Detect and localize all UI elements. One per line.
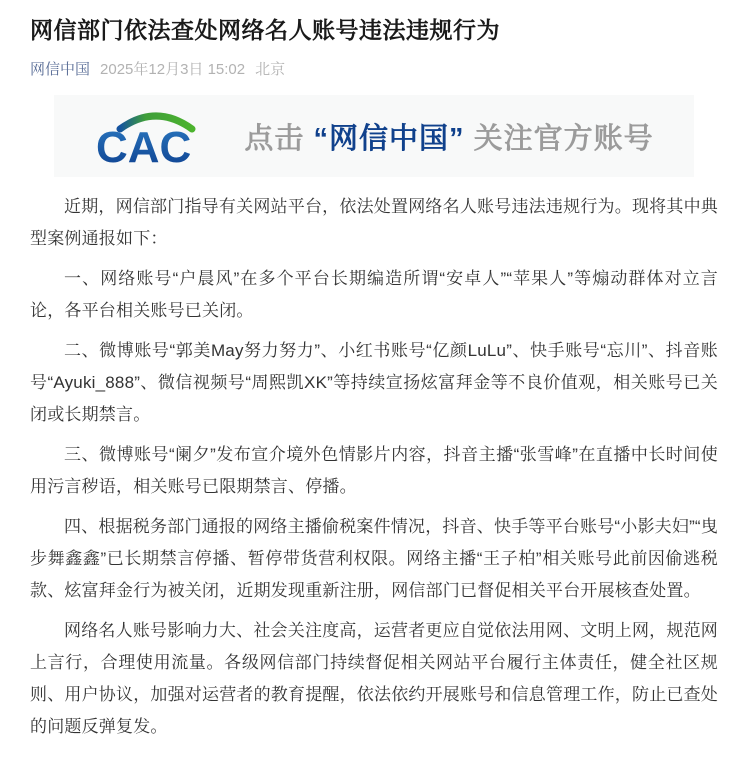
- banner-text-suffix: 关注官方账号: [473, 122, 654, 155]
- cac-logo-icon: [94, 105, 218, 167]
- article-paragraph-intro: 近期，网信部门指导有关网站平台，依法处置网络名人账号违法违规行为。现将其中典型案例通报如下：: [30, 197, 718, 249]
- banner-text-highlight: “网信中国”: [313, 122, 465, 155]
- byline-source-link[interactable]: 网信中国: [30, 61, 91, 79]
- article-title: 网信部门依法查处网络名人账号违法违规行为: [30, 17, 500, 43]
- article-body: [30, 191, 718, 743]
- article-paragraph-case-1: 一、网络账号“户晨风”在多个平台长期编造所谓“安卓人”“苹果人”等煽动群体对立言论，各平台相关账号已关闭。: [30, 269, 718, 321]
- byline-date: 2025年12月3日 15:02: [100, 61, 246, 79]
- article-paragraph-case-2: 二、微博账号“郭美May努力努力”、小红书账号“亿颜LuLu”、快手账号“忘川”、抖音账号“Ayuki_888”、微信视频号“周熙凯XK”等持续宣扬炫富拜金等不良价值观，相关账号已关闭或长期禁言。: [30, 341, 718, 425]
- cac-logo-text: CAC: [96, 123, 192, 168]
- follow-official-account-banner[interactable]: [54, 95, 694, 177]
- banner-text-prefix: 点击: [244, 122, 305, 155]
- article-paragraph-conclusion: 网络名人账号影响力大、社会关注度高，运营者更应自觉依法用网、文明上网，规范网上言行，合理使用流量。各级网信部门持续督促相关网站平台履行主体责任，健全社区规则、用户协议，加强对运营者的教育提醒，依法依约开展账号和信息管理工作，防止已查处的问题反弹复发。: [30, 621, 718, 737]
- byline: [30, 58, 718, 79]
- banner-text: [244, 116, 653, 157]
- article-paragraph-case-4: 四、根据税务部门通报的网络主播偷税案件情况，抖音、快手等平台账号“小影夫妇”“曳步舞鑫鑫”已长期禁言停播、暂停带货营利权限。网络主播“王子柏”相关账号此前因偷逃税款、炫富拜金行为被关闭，近期发现重新注册，网信部门已督促相关平台开展核查处置。: [30, 517, 718, 601]
- byline-location: 北京: [255, 61, 286, 79]
- article-paragraph-case-3: 三、微博账号“阑夕”发布宣介境外色情影片内容，抖音主播“张雪峰”在直播中长时间使用污言秽语，相关账号已限期禁言、停播。: [30, 445, 718, 497]
